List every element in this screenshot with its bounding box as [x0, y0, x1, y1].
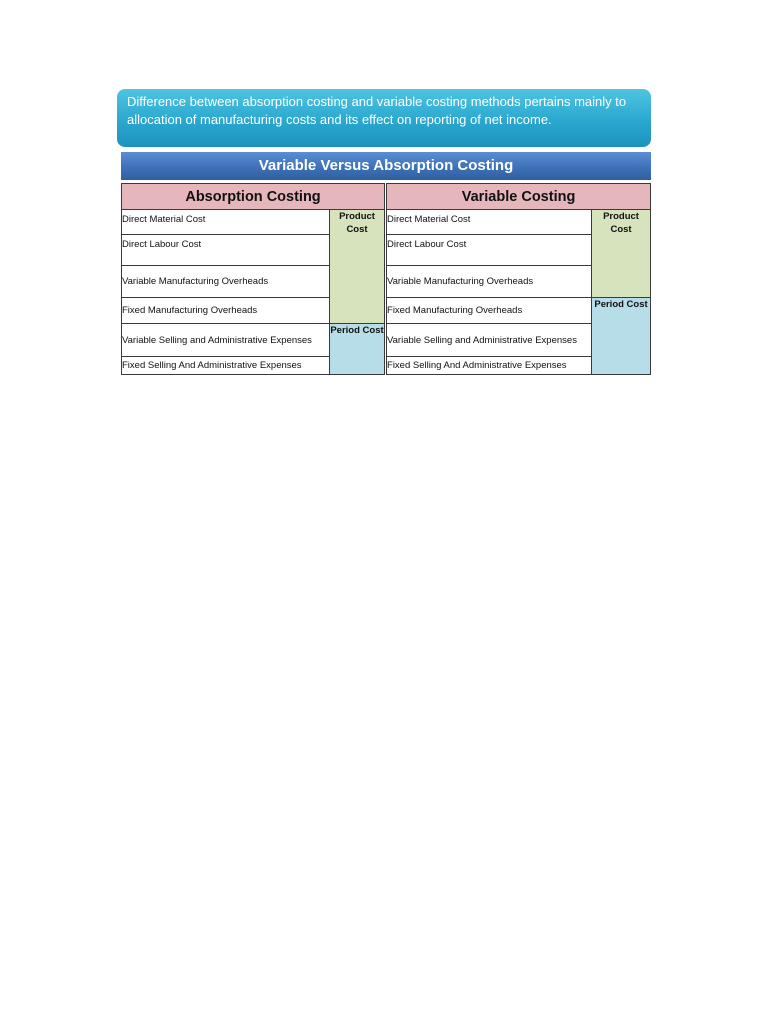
- absorption-period-cost: Period Cost: [330, 324, 385, 375]
- absorption-item: Variable Manufacturing Overheads: [122, 266, 330, 298]
- table-row: [122, 357, 651, 375]
- table-row: [122, 210, 651, 235]
- absorption-item: Direct Labour Cost: [122, 235, 330, 266]
- table-row: [122, 298, 651, 324]
- absorption-product-cost: Product Cost: [330, 210, 385, 324]
- variable-item: Direct Labour Cost: [387, 235, 592, 266]
- variable-item: Fixed Manufacturing Overheads: [387, 298, 592, 324]
- table-row: [122, 324, 651, 357]
- variable-item: Variable Manufacturing Overheads: [387, 266, 592, 298]
- variable-period-cost: Period Cost: [592, 298, 651, 375]
- absorption-item: Fixed Selling And Administrative Expenses: [122, 357, 330, 375]
- variable-product-cost: Product Cost: [592, 210, 651, 298]
- costing-comparison-table: [121, 183, 651, 375]
- variable-item: Direct Material Cost: [387, 210, 592, 235]
- absorption-header: Absorption Costing: [122, 184, 385, 210]
- table-header-row: [122, 184, 651, 210]
- table-row: [122, 235, 651, 266]
- intro-callout: Difference between absorption costing and variable costing methods pertains mainly to allocation of manufacturing costs and its effect on reporting of net income.: [117, 89, 651, 147]
- variable-item: Fixed Selling And Administrative Expenses: [387, 357, 592, 375]
- variable-item: Variable Selling and Administrative Expenses: [387, 324, 592, 357]
- variable-header: Variable Costing: [387, 184, 651, 210]
- absorption-item: Fixed Manufacturing Overheads: [122, 298, 330, 324]
- absorption-item: Variable Selling and Administrative Expenses: [122, 324, 330, 357]
- table-title: Variable Versus Absorption Costing: [121, 152, 651, 180]
- table-row: [122, 266, 651, 298]
- absorption-item: Direct Material Cost: [122, 210, 330, 235]
